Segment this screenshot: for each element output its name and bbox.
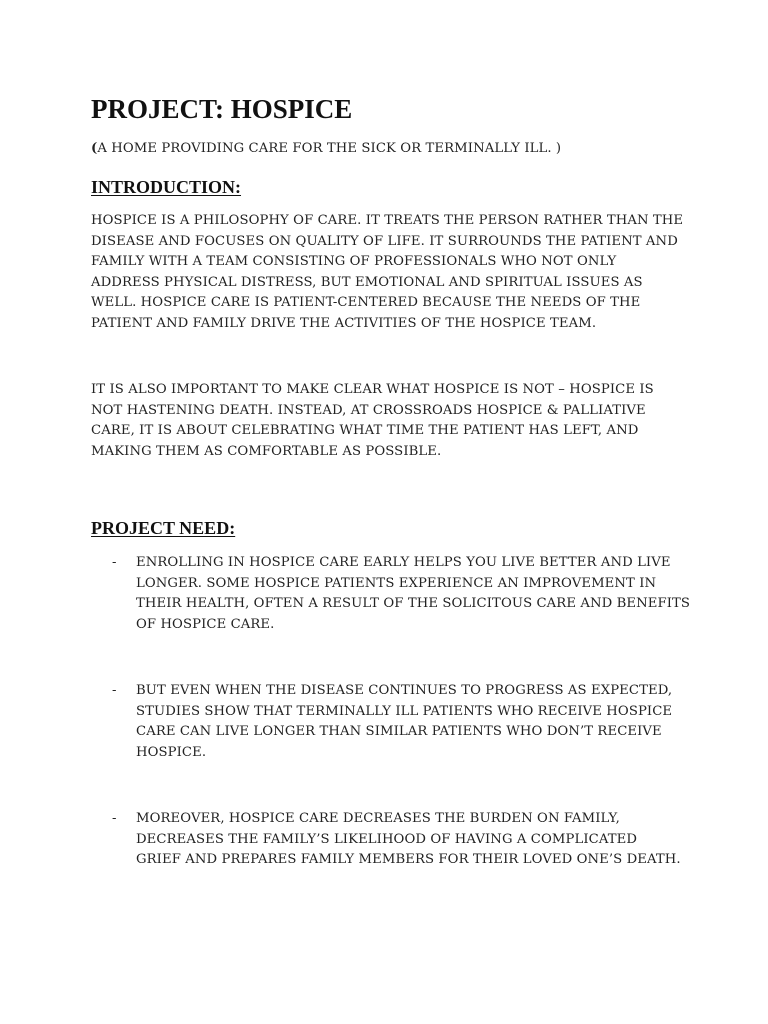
paragraph-line: FAMILY WITH A TEAM CONSISTING OF PROFESSIONALS WHO NOT ONLY <box>91 254 617 269</box>
list-item-text <box>136 809 696 871</box>
introduction-paragraph-2 <box>91 380 691 462</box>
bullet-dash: - <box>112 683 117 698</box>
list-item-line: HOSPICE. <box>136 744 207 760</box>
paragraph-line: PATIENT AND FAMILY DRIVE THE ACTIVITIES OF THE HOSPICE TEAM. <box>91 315 597 331</box>
introduction-heading: INTRODUCTION: <box>91 177 242 197</box>
paragraph-line: HOSPICE IS A PHILOSOPHY OF CARE. IT TREATS THE PERSON RATHER THAN THE <box>91 213 684 228</box>
list-item-line: BUT EVEN WHEN THE DISEASE CONTINUES TO PROGRESS AS EXPECTED, <box>136 683 673 698</box>
list-item-line: GRIEF AND PREPARES FAMILY MEMBERS FOR THEIR LOVED ONE’S DEATH. <box>136 852 681 867</box>
paragraph-line: ADDRESS PHYSICAL DISTRESS, BUT EMOTIONAL AND SPIRITUAL ISSUES AS <box>91 274 643 290</box>
list-item-line: DECREASES THE FAMILY’S LIKELIHOOD OF HAVING A COMPLICATED <box>136 831 638 847</box>
list-item-line: OF HOSPICE CARE. <box>136 616 275 632</box>
document-subtitle <box>91 140 561 158</box>
paragraph-line: WELL. HOSPICE CARE IS PATIENT-CENTERED BECAUSE THE NEEDS OF THE <box>91 295 641 310</box>
list-item-line: CARE CAN LIVE LONGER THAN SIMILAR PATIENTS WHO DON’T RECEIVE <box>136 724 662 739</box>
list-item-line: MOREOVER, HOSPICE CARE DECREASES THE BURDEN ON FAMILY, <box>136 811 620 826</box>
subtitle-text: A HOME PROVIDING CARE FOR THE SICK OR TERMINALLY ILL. ) <box>97 141 562 156</box>
list-item-line: LONGER. SOME HOSPICE PATIENTS EXPERIENCE AN IMPROVEMENT IN <box>136 575 657 591</box>
list-item-line: STUDIES SHOW THAT TERMINALLY ILL PATIENTS WHO RECEIVE HOSPICE <box>136 703 673 719</box>
project-need-heading: PROJECT NEED: <box>91 518 236 538</box>
paragraph-line: IT IS ALSO IMPORTANT TO MAKE CLEAR WHAT HOSPICE IS NOT – HOSPICE IS <box>91 382 654 397</box>
list-item-text <box>136 553 696 635</box>
paragraph-line: MAKING THEM AS COMFORTABLE AS POSSIBLE. <box>91 443 442 459</box>
bullet-dash: - <box>112 555 117 570</box>
list-item-text <box>136 681 696 763</box>
introduction-paragraph-1 <box>91 211 691 334</box>
paragraph-line: NOT HASTENING DEATH. INSTEAD, AT CROSSROADS HOSPICE & PALLIATIVE <box>91 402 646 418</box>
document-title: PROJECT: HOSPICE <box>91 94 353 124</box>
paragraph-line: CARE, IT IS ABOUT CELEBRATING WHAT TIME THE PATIENT HAS LEFT, AND <box>91 423 639 438</box>
paragraph-line: DISEASE AND FOCUSES ON QUALITY OF LIFE. IT SURROUNDS THE PATIENT AND <box>91 233 678 249</box>
list-item-line: THEIR HEALTH, OFTEN A RESULT OF THE SOLICITOUS CARE AND BENEFITS <box>136 596 691 611</box>
subtitle-open-paren: ( <box>91 141 98 156</box>
bullet-dash: - <box>112 811 117 826</box>
list-item-line: ENROLLING IN HOSPICE CARE EARLY HELPS YOU LIVE BETTER AND LIVE <box>136 555 671 570</box>
